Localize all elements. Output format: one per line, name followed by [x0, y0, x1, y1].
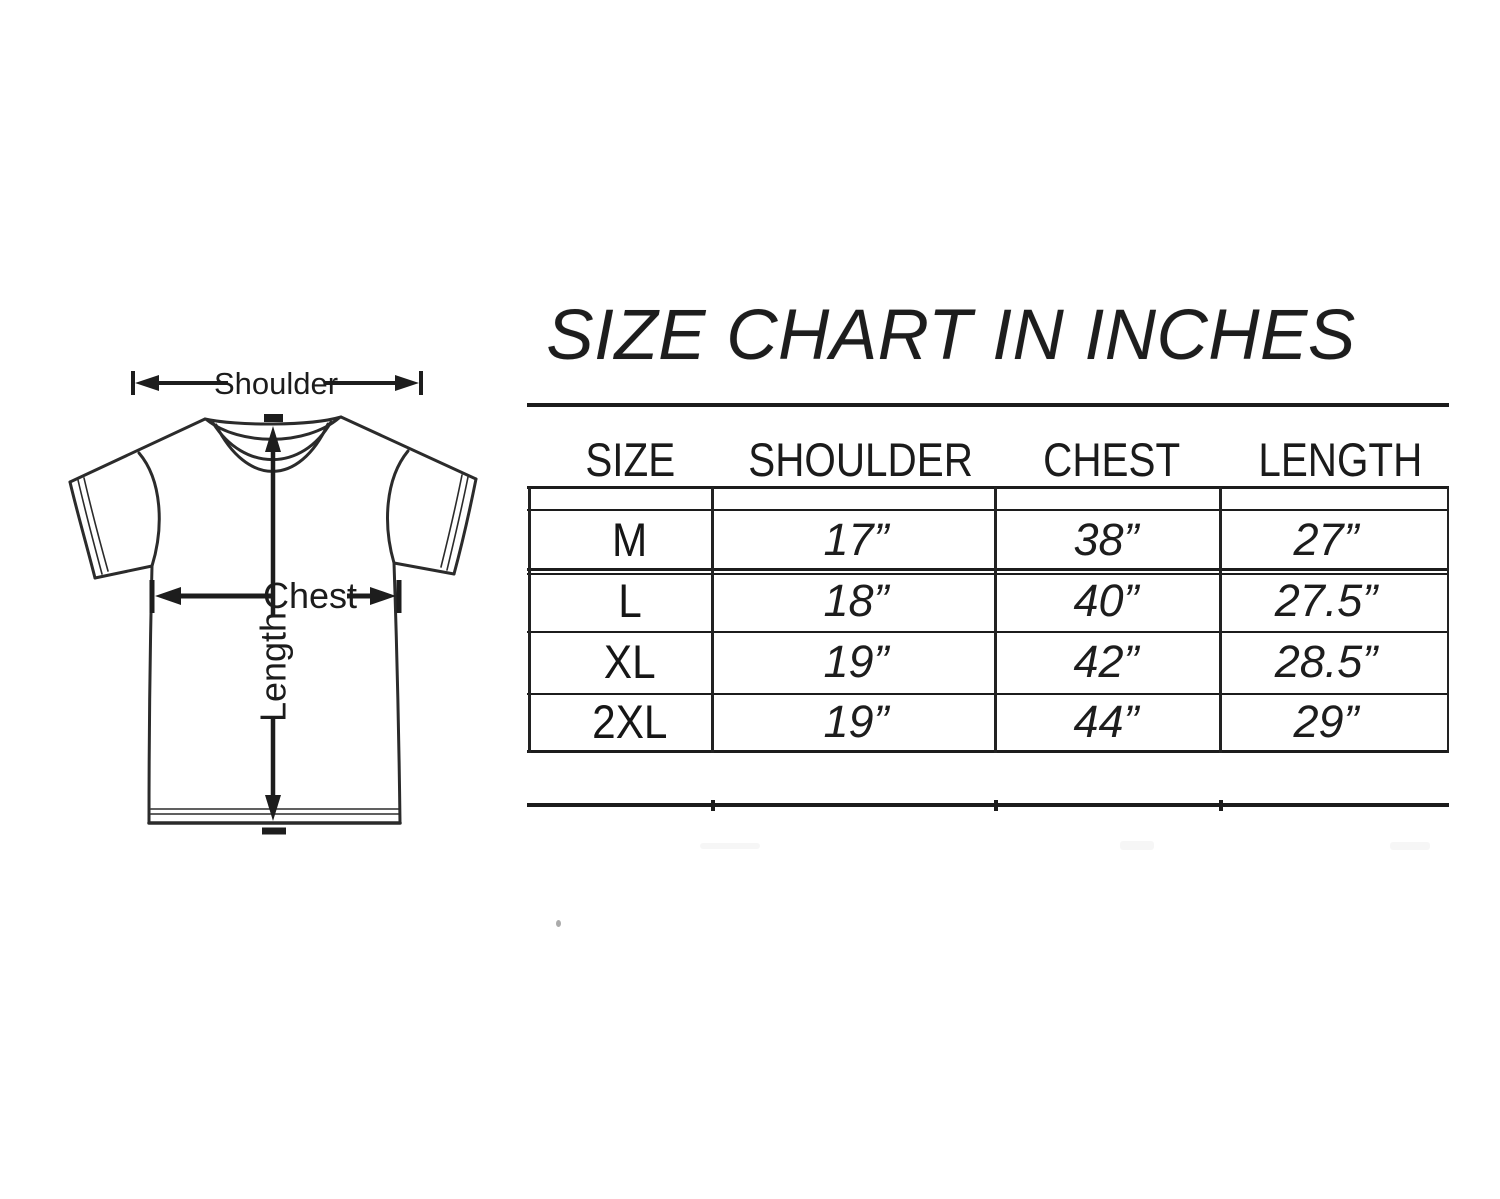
shoulder-cell: 19”: [823, 636, 889, 687]
table-rule-bottom: [527, 803, 1449, 807]
table-rule-row2: [527, 631, 1449, 633]
table-rule-band-bottom: [527, 509, 1449, 511]
length-cell: 28.5”: [1274, 636, 1378, 687]
bottom-rule-nub: [994, 800, 998, 811]
bottom-rule-nub: [711, 800, 715, 811]
chest-arrowhead-right: [370, 587, 396, 605]
shoulder-cell: 18”: [823, 575, 889, 626]
length-cell: 27.5”: [1274, 575, 1378, 626]
size-value: L: [618, 574, 642, 627]
column-header-chest-label: CHEST: [1043, 433, 1181, 486]
scan-artifact-dot: [556, 920, 561, 927]
table-rule-row1a: [527, 568, 1449, 571]
column-header-shoulder: [730, 433, 990, 486]
column-header-size: [500, 433, 760, 486]
shoulder-cell: 17”: [823, 514, 889, 565]
size-value: XL: [604, 635, 656, 688]
table-rule-top: [527, 403, 1449, 407]
length-cell: 29”: [1293, 696, 1359, 747]
chest-label: Chest: [262, 575, 358, 616]
bottom-rule-nub: [1219, 800, 1223, 811]
shoulder-arrowhead-left: [135, 375, 159, 391]
collar-tab: [264, 414, 283, 422]
scan-artifact: [1120, 841, 1154, 850]
column-header-size-label: SIZE: [585, 433, 675, 486]
table-rule-header-bottom: [527, 486, 1449, 489]
column-header-length-label: LENGTH: [1258, 433, 1422, 486]
chest-cell: 44”: [1073, 696, 1139, 747]
column-header-length: [1210, 433, 1470, 486]
scan-artifact: [700, 843, 760, 849]
table-rule-row4: [527, 750, 1449, 753]
column-header-chest: [982, 433, 1242, 486]
page-title: SIZE CHART IN INCHES: [546, 296, 1356, 375]
size-value: M: [612, 513, 648, 566]
size-value: 2XL: [592, 695, 668, 748]
column-header-shoulder-label: SHOULDER: [748, 433, 973, 486]
chest-cell: 42”: [1073, 636, 1139, 687]
size-cell: [505, 635, 755, 689]
shoulder-label: Shoulder: [213, 366, 339, 401]
length-label: Length: [252, 611, 294, 723]
chest-cell: 40”: [1073, 575, 1139, 626]
size-cell: [505, 695, 755, 749]
shoulder-arrowhead-right: [395, 375, 419, 391]
size-cell: [505, 574, 755, 628]
length-cell: 27”: [1293, 514, 1359, 565]
chest-cell: 38”: [1073, 514, 1139, 565]
shoulder-cell: 19”: [823, 696, 889, 747]
length-arrowhead-down: [265, 795, 281, 821]
scan-artifact: [1390, 842, 1430, 850]
size-cell: [505, 513, 755, 567]
chest-arrowhead-left: [155, 587, 181, 605]
tshirt-measurement-diagram: [25, 348, 515, 860]
